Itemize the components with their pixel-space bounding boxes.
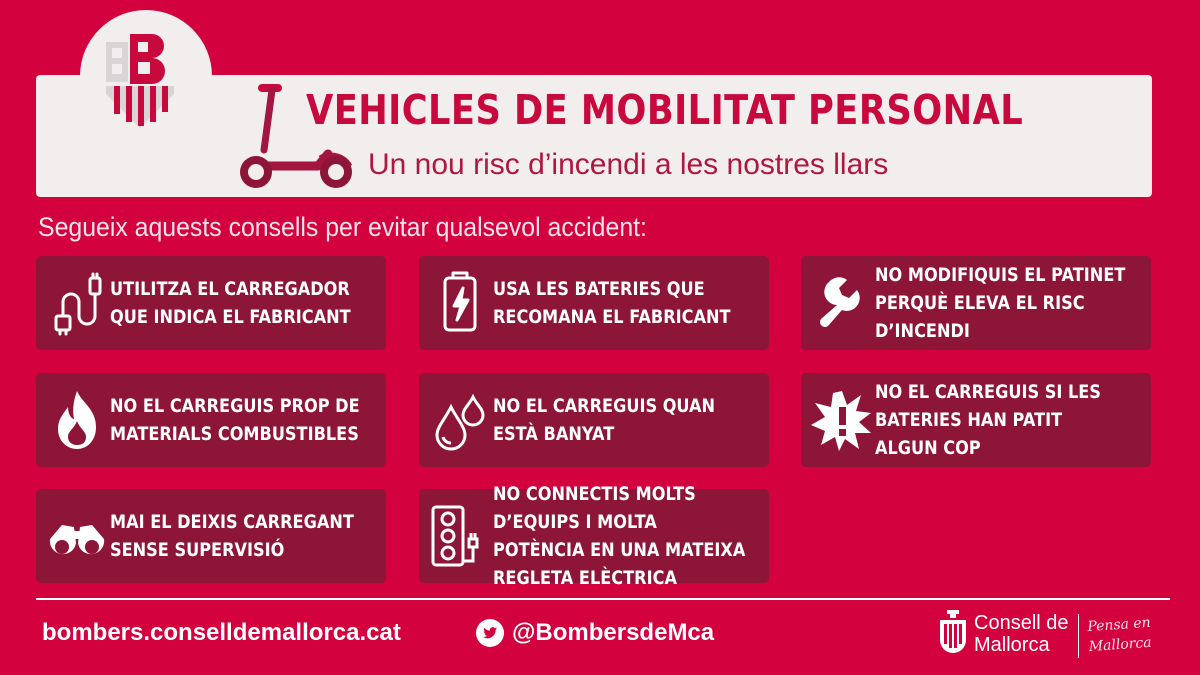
tip-card-wrench (801, 256, 1151, 350)
twitter-bird-icon (476, 619, 504, 647)
intro-text: Segueix aquests consells per evitar qualsevol accident: (38, 212, 647, 242)
tip-card-battery (419, 256, 769, 350)
tip-text: NO EL CARREGUIS QUAN ESTÀ BANYAT (493, 395, 716, 445)
power-strip-icon (427, 503, 493, 569)
twitter-link[interactable] (476, 619, 714, 647)
tip-card-water (419, 373, 769, 467)
wrench-icon (809, 270, 875, 336)
bombers-logo (80, 10, 212, 142)
consell-de-mallorca-logo (938, 610, 1153, 661)
tip-text: NO EL CARREGUIS PROP DE MATERIALS COMBUSTIBLES (110, 395, 360, 445)
coat-of-arms-icon (938, 610, 968, 656)
website-link[interactable]: bombers.conselldemallorca.cat (42, 619, 401, 646)
tip-text: NO EL CARREGUIS SI LES BATERIES HAN PATIT ALGUN COP (875, 381, 1101, 459)
binoculars-icon (44, 503, 110, 569)
water-drops-icon (427, 387, 493, 453)
tip-card-power-strip (419, 483, 769, 589)
consell-name: Consell de Mallorca (974, 612, 1069, 656)
logo-separator (1078, 614, 1079, 658)
tip-card-binoculars (36, 489, 386, 583)
charger-cable-icon (44, 270, 110, 336)
battery-icon (427, 270, 493, 336)
tip-text: NO MODIFIQUIS EL PATINET PERQUÈ ELEVA EL RISC D’INCENDI (875, 264, 1126, 342)
tip-text: UTILITZA EL CARREGADOR QUE INDICA EL FABRICANT (110, 278, 351, 328)
footer-divider (36, 598, 1170, 600)
tip-text: USA LES BATERIES QUE RECOMANA EL FABRICANT (493, 278, 731, 328)
tip-card-flame (36, 373, 386, 467)
tip-text: MAI EL DEIXIS CARREGANT SENSE SUPERVISIÓ (110, 511, 354, 561)
tip-text: NO CONNECTIS MOLTS D’EQUIPS I MOLTA POTÈNCIA EN UNA MATEIXA REGLETA ELÈCTRICA (493, 483, 746, 589)
tip-card-impact (801, 373, 1151, 467)
pensa-en-mallorca-tagline: Pensa en Mallorca (1086, 614, 1153, 656)
page-subtitle: Un nou risc d’incendi a les nostres llars (368, 148, 889, 181)
impact-burst-icon (809, 387, 875, 453)
tip-card-charger (36, 256, 386, 350)
bombers-bb-logo-icon (104, 24, 188, 128)
flame-icon (44, 387, 110, 453)
page-title: VEHICLES DE MOBILITAT PERSONAL (306, 86, 1024, 134)
twitter-handle: @BombersdeMca (512, 619, 715, 646)
